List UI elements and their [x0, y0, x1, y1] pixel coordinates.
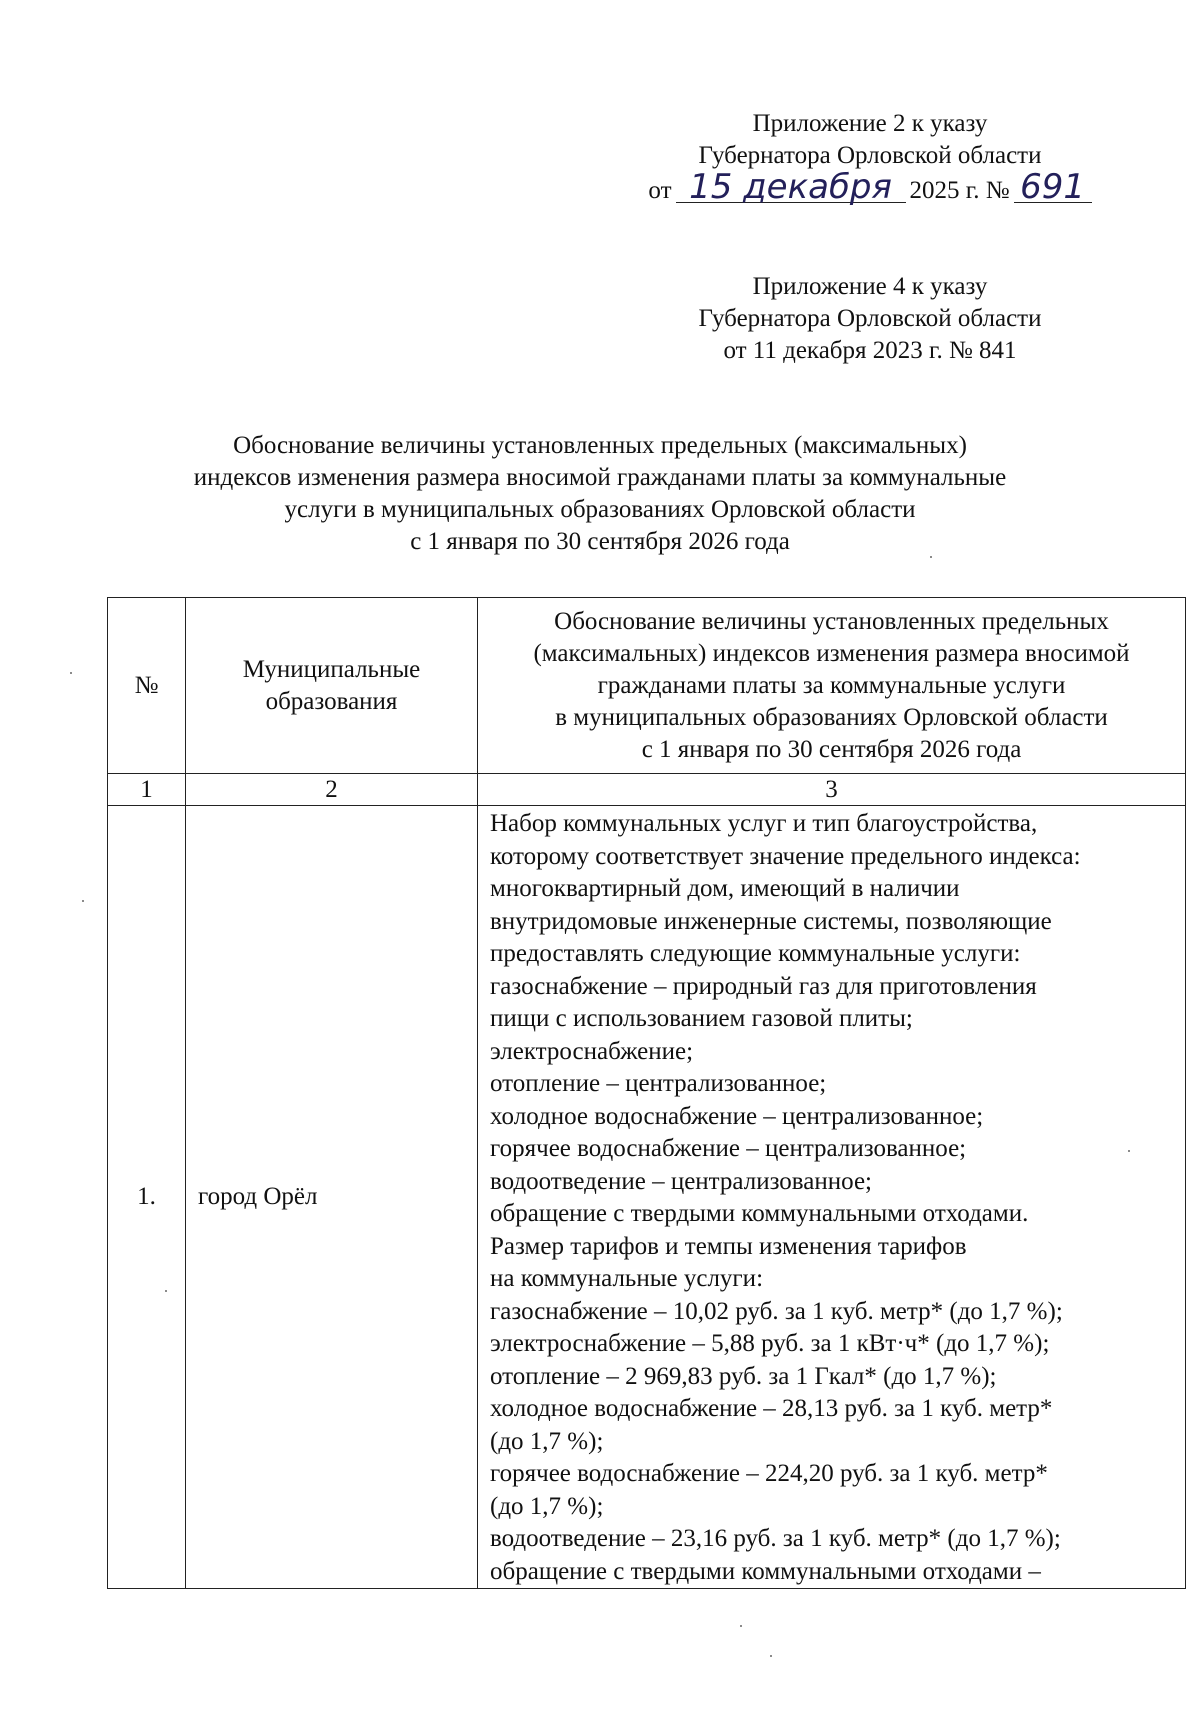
column-number-row [108, 774, 1186, 806]
annex-4-line-2: Губернатора Орловской области [698, 305, 1042, 332]
scan-speck [70, 672, 72, 674]
column-number: 3 [478, 774, 1186, 806]
description-line: холодное водоснабжение – централизованное; [490, 1102, 984, 1130]
description-line: (до 1,7 %); [490, 1427, 604, 1455]
description-line: многоквартирный дом, имеющий в наличии [490, 875, 960, 902]
annex-2-header [640, 108, 1100, 207]
header-municipality-line: Муниципальные [242, 655, 421, 683]
header-justification-line: (максимальных) индексов изменения размера вносимой [533, 639, 1130, 667]
document-title [140, 430, 1060, 558]
description-line: горячее водоснабжение – централизованное; [490, 1135, 967, 1162]
description-line: которому соответствует значение предельного индекса: [490, 842, 1081, 870]
header-justification-line: гражданами платы за коммунальные услуги [597, 671, 1066, 699]
row-description [478, 806, 1186, 1589]
table-header-row [108, 598, 1186, 774]
description-line: Размер тарифов и темпы изменения тарифов [490, 1232, 967, 1260]
description-line: электроснабжение – 5,88 руб. за 1 кВт·ч* (до 1,7 %); [490, 1330, 1050, 1357]
description-line: холодное водоснабжение – 28,13 руб. за 1 куб. метр* [490, 1395, 1053, 1422]
annex-4-header [640, 271, 1100, 367]
justification-table [107, 597, 1186, 1589]
annex-2-year-text: 2025 г. № [909, 177, 1010, 204]
annex-4-line-3: от 11 декабря 2023 г. № 841 [723, 337, 1017, 364]
header-municipality [186, 598, 478, 774]
description-line: предоставлять следующие коммунальные услуги: [490, 940, 1021, 967]
header-justification [478, 598, 1186, 774]
description-line: водоотведение – 23,16 руб. за 1 куб. метр* (до 1,7 %); [490, 1525, 1061, 1552]
annex-2-line-2: Губернатора Орловской области [698, 142, 1042, 169]
header-justification-line: с 1 января по 30 сентября 2026 года [641, 735, 1022, 763]
scan-speck [1128, 1150, 1130, 1152]
description-line: пищи с использованием газовой плиты; [490, 1005, 913, 1032]
description-line: (до 1,7 %); [490, 1492, 604, 1520]
header-number: № [108, 598, 186, 774]
column-number: 2 [186, 774, 478, 806]
title-line: индексов изменения размера вносимой гражданами платы за коммунальные [193, 464, 1007, 491]
description-line: водоотведение – централизованное; [490, 1167, 872, 1195]
description-line: отопление – 2 969,83 руб. за 1 Гкал* (до 1,7 %); [490, 1362, 997, 1390]
description-line: внутридомовые инженерные системы, позволяющие [490, 907, 1052, 935]
header-municipality-line: образования [265, 687, 398, 715]
description-line: отопление – централизованное; [490, 1070, 827, 1097]
description-line: горячее водоснабжение – 224,20 руб. за 1 куб. метр* [490, 1460, 1048, 1487]
scan-speck [930, 556, 932, 558]
description-line: газоснабжение – 10,02 руб. за 1 куб. метр* (до 1,7 %); [490, 1297, 1063, 1325]
description-line: обращение с твердыми коммунальными отходами. [490, 1200, 1029, 1227]
annex-4-line-1: Приложение 4 к указу [752, 273, 988, 300]
handwritten-date: 15 декабря [676, 172, 906, 203]
scan-speck [770, 1655, 772, 1657]
scan-speck [740, 1625, 742, 1627]
title-line: с 1 января по 30 сентября 2026 года [410, 528, 790, 555]
description-line: газоснабжение – природный газ для приготовления [490, 972, 1037, 1000]
description-line: электроснабжение; [490, 1037, 694, 1065]
title-line: Обоснование величины установленных предельных (максимальных) [233, 432, 967, 459]
scan-speck [165, 1290, 167, 1292]
title-line: услуги в муниципальных образованиях Орловской области [284, 496, 916, 523]
table-row [108, 806, 1186, 1589]
row-number: 1. [108, 806, 186, 1589]
annex-2-date-prefix: от [648, 177, 672, 204]
annex-2-line-1: Приложение 2 к указу [752, 110, 988, 137]
scan-speck [82, 900, 84, 902]
header-justification-line: в муниципальных образованиях Орловской области [555, 703, 1108, 731]
description-line: обращение с твердыми коммунальными отходами – [490, 1557, 1041, 1585]
row-municipality: город Орёл [186, 806, 478, 1589]
header-justification-line: Обоснование величины установленных предельных [554, 607, 1109, 635]
handwritten-number: 691 [1014, 172, 1092, 203]
description-line: Набор коммунальных услуг и тип благоустройства, [490, 810, 1038, 837]
annex-2-date-line [640, 167, 1100, 207]
column-number: 1 [108, 774, 186, 806]
description-line: на коммунальные услуги: [490, 1265, 764, 1292]
